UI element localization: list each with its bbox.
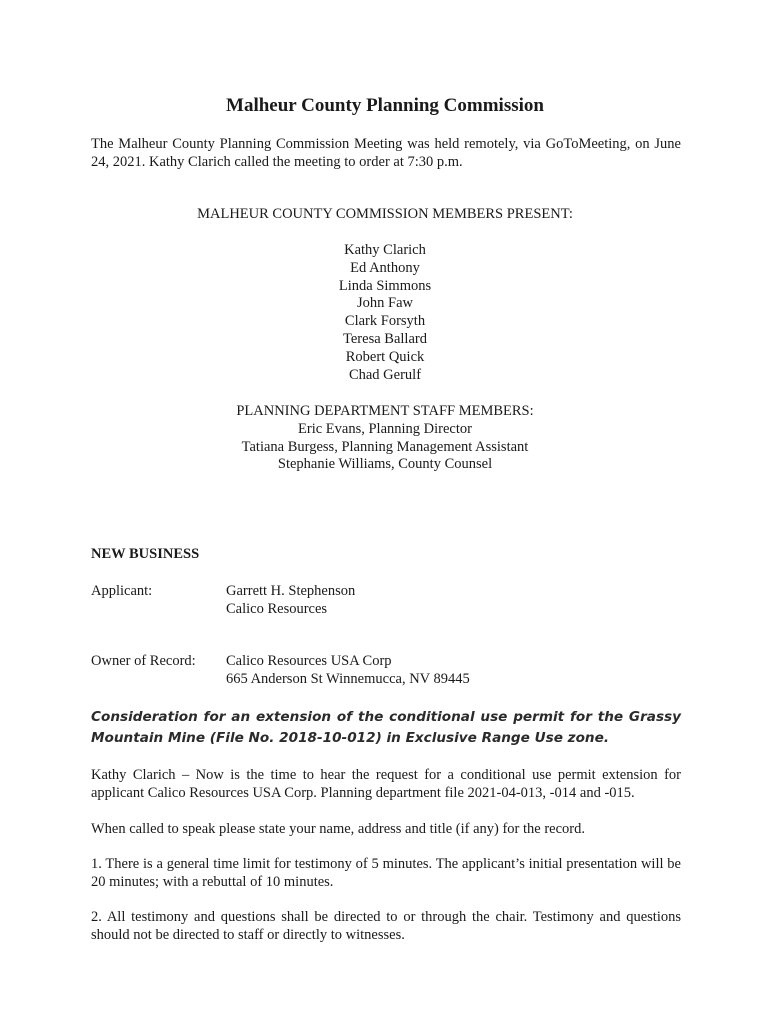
body-paragraph: Kathy Clarich – Now is the time to hear the request for a conditional use permit extension for applicant Calico Resources USA Corp. Planning department file 2021-04-013, -014 and -015. xyxy=(91,767,681,801)
staff-section xyxy=(0,403,770,474)
member-name: Clark Forsyth xyxy=(344,313,426,330)
member-name: Robert Quick xyxy=(345,348,425,365)
members-list xyxy=(0,242,770,384)
rule-paragraph: 2. All testimony and questions shall be directed to or through the chair. Testimony and questions should not be directed to staff or directly to witnesses. xyxy=(91,909,681,943)
owner-value xyxy=(226,652,470,688)
members-heading: MALHEUR COUNTY COMMISSION MEMBERS PRESENT: xyxy=(197,206,573,222)
member-name: Ed Anthony xyxy=(350,259,420,276)
applicant-line: Garrett H. Stephenson xyxy=(226,583,356,599)
applicant-line: Calico Resources xyxy=(226,601,328,617)
member-name: Linda Simmons xyxy=(338,277,432,294)
owner-line: Calico Resources USA Corp xyxy=(226,653,392,669)
staff-member: Stephanie Williams, County Counsel xyxy=(277,456,493,473)
body-paragraph: When called to speak please state your name, address and title (if any) for the record. xyxy=(91,821,586,837)
member-name: Chad Gerulf xyxy=(348,366,422,383)
new-business-heading: NEW BUSINESS xyxy=(91,546,200,562)
applicant-value xyxy=(226,582,355,618)
applicant-label: Applicant: xyxy=(91,583,153,599)
owner-label: Owner of Record: xyxy=(91,653,196,669)
staff-heading: PLANNING DEPARTMENT STAFF MEMBERS: xyxy=(236,403,534,419)
intro-paragraph: The Malheur County Planning Commission Meeting was held remotely, via GoToMeeting, on June 24, 2021. Kathy Clarich called the meeting to order at 7:30 p.m. xyxy=(91,136,681,170)
document-title: Malheur County Planning Commission xyxy=(226,95,544,116)
staff-member: Eric Evans, Planning Director xyxy=(298,420,472,437)
member-name: Teresa Ballard xyxy=(343,330,427,347)
rule-paragraph: 1. There is a general time limit for testimony of 5 minutes. The applicant’s initial presentation will be 20 minutes; with a rebuttal of 10 minutes. xyxy=(91,856,681,890)
owner-line: 665 Anderson St Winnemucca, NV 89445 xyxy=(226,671,470,687)
staff-member: Tatiana Burgess, Planning Management Assistant xyxy=(241,438,529,455)
consideration-heading: Consideration for an extension of the conditional use permit for the Grassy Mountain Mine (File No. 2018-10-012) in Exclusive Range Use zone. xyxy=(91,709,681,746)
member-name: Kathy Clarich xyxy=(344,242,426,258)
member-name: John Faw xyxy=(357,295,413,312)
